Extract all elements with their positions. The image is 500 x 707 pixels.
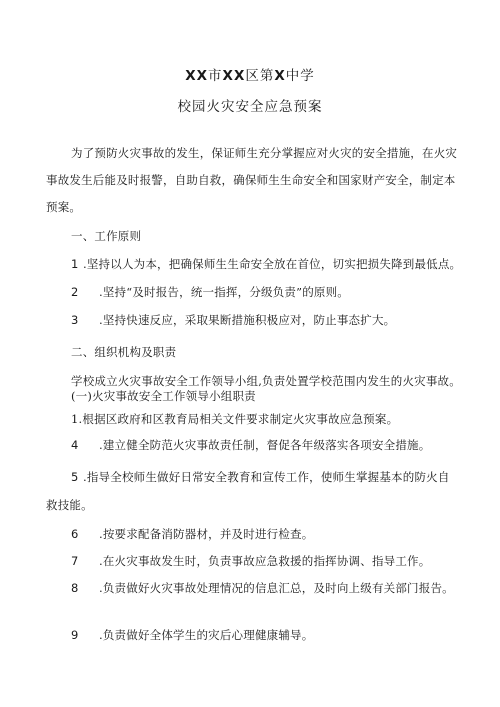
duty-item-8: [71, 580, 454, 596]
duty-item-5: [71, 469, 450, 485]
title-school-number: X: [274, 68, 286, 84]
duty-item-4: [71, 437, 430, 453]
title-district-code: XX: [222, 68, 246, 84]
document-subtitle: 校园火灾安全应急预案: [177, 99, 323, 115]
section-heading-organization: 二、组织机构及职责: [71, 345, 177, 359]
item-number: 6: [71, 527, 79, 541]
title-district: 区第: [245, 68, 275, 84]
organization-subheading: (一)火灾事故安全工作领导小组职责: [71, 389, 256, 403]
item-number: 8: [71, 581, 79, 595]
principle-item-1: [71, 256, 461, 272]
item-number: 2: [71, 285, 79, 299]
item-text: .按要求配备消防器材，并及时进行检查。: [99, 527, 314, 541]
item-number: 1: [71, 257, 79, 271]
title-school: 中学: [285, 68, 315, 84]
item-text: .负责做好火灾事故处理情况的信息汇总，及时向上级有关部门报告。: [99, 581, 454, 595]
organization-line-1: 学校成立火灾事故安全工作领导小组,负责处置学校范围内发生的火灾事故。: [71, 374, 461, 388]
item-number: 7: [71, 554, 79, 568]
section-heading-principles: 一、工作原则: [71, 229, 142, 243]
intro-line-2: 事故发生后能及时报警，自助自救，确保师生生命安全和国家财产安全，制定本: [46, 173, 456, 187]
duty-item-7: [71, 553, 430, 569]
duty-item-6: [71, 526, 313, 542]
intro-line-3: 预案。: [46, 200, 82, 214]
duty-item-1: 1.根据区政府和区教育局相关文件要求制定火灾事故应急预案。: [71, 412, 399, 426]
item-number: 5: [71, 470, 79, 484]
item-text: .在火灾事故发生时，负责事故应急救援的指挥协调、指导工作。: [99, 554, 431, 568]
title-city-code: XX: [185, 68, 209, 84]
item-number: 3: [71, 313, 79, 327]
title-city: 市: [208, 68, 223, 84]
duty-item-9: [71, 627, 313, 643]
duty-item-5-continued: 救技能。: [46, 498, 93, 512]
item-number: 4: [71, 438, 79, 452]
document-title: [0, 64, 500, 84]
principle-item-2: [71, 284, 349, 300]
principle-item-3: [71, 312, 395, 328]
item-text: .坚持以人为本，把确保师生生命安全放在首位，切实把损失降到最低点。: [83, 257, 462, 271]
item-text: .坚持“及时报告，统一指挥，分级负责”的原则。: [99, 285, 350, 299]
item-text: .建立健全防范火灾事故责任制，督促各年级落实各项安全措施。: [99, 438, 431, 452]
item-text: .负责做好全体学生的灾后心理健康辅导。: [99, 628, 314, 642]
item-text: .指导全校师生做好日常安全教育和宣传工作，使师生掌握基本的防火自: [83, 470, 450, 484]
item-number: 9: [71, 628, 79, 642]
item-text: .坚持快速反应，采取果断措施积极应对，防止事态扩大。: [99, 313, 396, 327]
intro-line-1: 为了预防火灾事故的发生，保证师生充分掌握应对火灾的安全措施，在火灾: [71, 146, 458, 160]
